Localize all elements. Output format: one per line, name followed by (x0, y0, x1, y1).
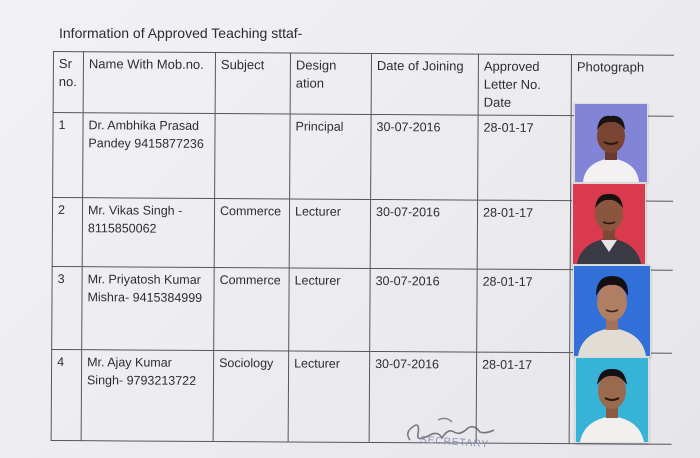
cell-sr-no: 1 (53, 113, 84, 198)
cell-subject: Sociology (213, 350, 289, 441)
cell-designation: Principal (290, 114, 372, 199)
cell-subject: Commerce (214, 198, 289, 267)
cell-approved-date: 28-01-17 (477, 200, 570, 270)
cell-approved-date: 28-01-17 (478, 115, 572, 201)
cell-subject: Commerce (214, 267, 290, 350)
staff-photo-2 (572, 183, 646, 265)
header-date-of-joining: Date of Joining (371, 53, 478, 115)
cell-date-of-joining: 30-07-2016 (370, 268, 478, 352)
header-photograph: Photograph (571, 55, 673, 117)
document-heading: Information of Approved Teaching sttaf- (59, 25, 303, 41)
staff-photo-1 (574, 103, 648, 183)
cell-sr-no: 4 (51, 349, 82, 440)
header-sr-no: Sr no. (53, 52, 83, 113)
cell-designation: Lecturer (288, 351, 370, 442)
staff-photo-3 (573, 265, 651, 357)
header-designation: Design ation (290, 53, 371, 114)
header-approved-letter-date: Approved Letter No. Date (478, 54, 571, 116)
cell-date-of-joining: 30-07-2016 (369, 351, 477, 443)
cell-approved-date: 28-01-17 (477, 269, 571, 353)
cell-subject (215, 113, 291, 198)
cell-name-mobile: Dr. Ambhika Prasad Pandey 9415877236 (83, 113, 216, 199)
cell-approved-date: 28-01-17 (476, 352, 570, 444)
cell-designation: Lecturer (289, 199, 370, 268)
cell-name-mobile: Mr. Vikas Singh - 8115850062 (82, 198, 214, 268)
cell-sr-no: 3 (52, 266, 83, 349)
staff-photo-4 (575, 357, 649, 443)
header-name-mobile: Name With Mob.no. (83, 52, 215, 114)
signature-mark (398, 410, 508, 458)
cell-designation: Lecturer (289, 268, 371, 351)
header-subject: Subject (215, 52, 290, 113)
cell-date-of-joining: 30-07-2016 (371, 114, 479, 200)
cell-date-of-joining: 30-07-2016 (370, 199, 477, 269)
cell-name-mobile: Mr. Priyatosh Kumar Mishra- 9415384999 (82, 267, 215, 351)
secretary-stamp: SECRETARY (419, 434, 490, 451)
cell-sr-no: 2 (52, 198, 82, 267)
cell-name-mobile: Mr. Ajay Kumar Singh- 9793213722 (81, 350, 214, 442)
